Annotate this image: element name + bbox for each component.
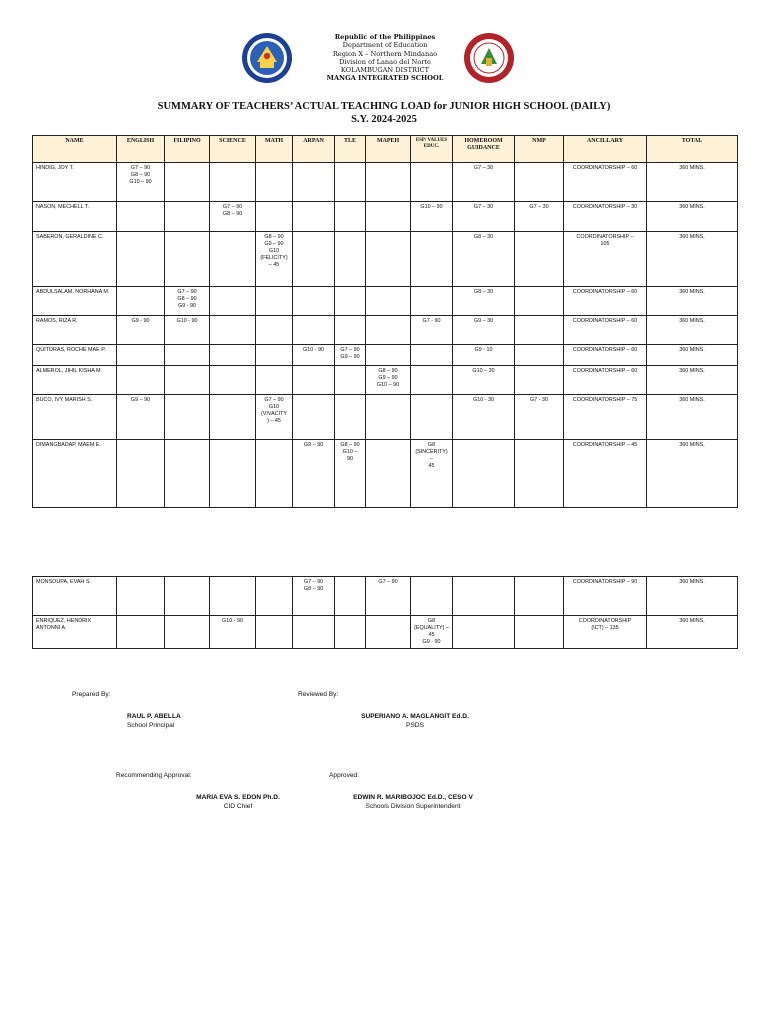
agency-header [300,33,470,83]
approved-label: Approved: [329,772,360,779]
load-cell [366,316,411,345]
load-cell [165,616,210,649]
load-cell: G9 - 90 [117,316,165,345]
table-row [33,287,738,316]
load-cell [366,395,411,440]
load-cell: 360 MINS. [647,316,738,345]
load-cell: G8 – 30 [453,287,515,316]
col-header: ANCILLARY [564,136,647,163]
school-name: MANGA INTEGRATED SCHOOL [326,74,444,83]
load-cell [117,287,165,316]
load-cell: G8 – 90 G10 – 90 [335,440,366,508]
teacher-name-cell: QUITORAS, ROCHE MAE P. [33,345,117,366]
load-cell: G8 – 30 [453,232,515,287]
header-line: Department of Education [342,41,428,50]
load-cell [515,287,564,316]
load-cell: G7 - 90 [411,316,453,345]
load-cell: 360 MINS. [647,440,738,508]
header-line: Division of Lanao del Norte [339,57,431,66]
load-cell [515,163,564,202]
load-cell [165,440,210,508]
title-line-2: S.Y. 2024-2025 [351,114,417,125]
load-cell: COORDINATORSHIP – 60 [564,366,647,395]
load-cell [293,616,335,649]
load-cell [366,163,411,202]
load-cell [366,287,411,316]
col-header: SCIENCE [210,136,256,163]
load-cell: G7 – 90 G8 – 90 G10 – 90 [117,163,165,202]
load-cell [366,345,411,366]
col-header: NMP [515,136,564,163]
load-cell: G7 – 90 G8 – 90 [210,202,256,232]
teaching-load-table-continued [32,576,738,649]
load-cell [256,163,293,202]
col-header: TOTAL [647,136,738,163]
teacher-name-cell: SABERON, GERALDINE C. [33,232,117,287]
load-cell [256,202,293,232]
load-cell: G10 – 30 [453,366,515,395]
load-cell [293,232,335,287]
load-cell: G10 - 90 [210,616,256,649]
load-cell [117,366,165,395]
load-cell [366,616,411,649]
load-cell [117,616,165,649]
load-cell [117,440,165,508]
load-cell: 360 MINS. [647,287,738,316]
load-cell [165,395,210,440]
load-cell [453,440,515,508]
load-cell: COORDINATORSHIP – 45 [564,440,647,508]
load-cell: 360 MINS. [647,366,738,395]
load-cell: G7 – 90 G10 (VIVACITY ) – 45 [256,395,293,440]
load-cell: G9 – 30 [453,316,515,345]
teacher-name-cell: HINDIG, JOY T. [33,163,117,202]
teacher-name-cell: BUCO, IVY MARISH S. [33,395,117,440]
load-cell: COORDINATORSHIP – 30 [564,202,647,232]
load-cell: 360 MINS. [647,345,738,366]
load-cell [256,316,293,345]
teacher-name-cell: DIMANGBADAP, MAEM E. [33,440,117,508]
load-cell [165,232,210,287]
load-cell [515,366,564,395]
load-cell [335,163,366,202]
load-cell [117,577,165,616]
load-cell: G7 – 90 G8 – 90 [293,577,335,616]
load-cell [453,577,515,616]
load-cell: G8 – 90 G9 – 90 G10 (FELICITY) – 45 [256,232,293,287]
load-cell [515,440,564,508]
load-cell [515,577,564,616]
load-cell [293,163,335,202]
load-cell [335,616,366,649]
reviewed-by-label: Reviewed By: [298,691,339,698]
load-cell: 360 MINS. [647,395,738,440]
load-cell [515,345,564,366]
load-cell: G8 – 90 G9 – 90 G10 – 90 [366,366,411,395]
load-cell [165,577,210,616]
col-header: TLE [335,136,366,163]
prepared-by-name: RAUL P. ABELLA [127,713,181,720]
load-cell: G10 - 90 [165,316,210,345]
load-cell [293,316,335,345]
load-cell: G9 – 90 [117,395,165,440]
load-cell: G7 – 90 G9 – 90 [335,345,366,366]
load-cell: G7 – 90 [366,577,411,616]
deped-seal-icon [241,32,293,84]
load-cell [335,577,366,616]
load-cell [335,232,366,287]
load-cell: G7 – 30 [453,202,515,232]
load-cell [293,366,335,395]
load-cell [335,287,366,316]
load-cell: G7 – 30 [453,163,515,202]
table-row [33,232,738,287]
prepared-by-title: School Principal [127,722,175,729]
load-cell [453,616,515,649]
reviewed-by-name: SUPERIANO A. MAGLANGIT Ed.D. [361,713,469,720]
load-cell: 360 MINS. [647,232,738,287]
load-cell [515,616,564,649]
recommending-approval-label: Recommending Approval: [116,772,192,779]
load-cell: G10 – 90 [411,202,453,232]
load-cell [293,202,335,232]
load-cell [165,366,210,395]
load-cell [411,163,453,202]
load-cell: COORDINATORSHIP – 105 [564,232,647,287]
col-header: ARPAN [293,136,335,163]
load-cell [165,345,210,366]
load-cell [335,395,366,440]
load-cell: G10 - 30 [453,395,515,440]
table-row [33,440,738,508]
load-cell [210,366,256,395]
recommending-name: MARIA EVA S. EDON Ph.D. [196,794,280,801]
load-cell [366,202,411,232]
teacher-name-cell: RAMOS, RIZA R. [33,316,117,345]
load-cell [256,287,293,316]
col-header: FILIPINO [165,136,210,163]
load-cell: G10 - 90 [293,345,335,366]
approved-name: EDWIN R. MARIBOJOC Ed.D., CESO V [353,794,473,801]
load-cell [335,366,366,395]
recommending-title: CID Chief [223,803,253,810]
load-cell: COORDINATORSHIP – 60 [564,316,647,345]
reviewed-by-title: PSDS [406,722,424,729]
load-cell [366,232,411,287]
load-cell: G7 – 30 [515,202,564,232]
load-cell [210,345,256,366]
teacher-name-cell: ABDULSALAM, NORHANA M. [33,287,117,316]
load-cell: COORDINATORSHIP – 75 [564,395,647,440]
load-cell: COORDINATORSHIP – 60 [564,345,647,366]
load-cell [335,202,366,232]
table-row [33,202,738,232]
load-cell [366,440,411,508]
load-cell [117,232,165,287]
teaching-load-table [32,135,738,508]
load-cell: G7 - 30 [515,395,564,440]
load-cell: G9 - 10 [453,345,515,366]
load-cell [210,287,256,316]
table-header-row [33,136,738,163]
load-cell: 360 MINS. [647,616,738,649]
title-line-1: SUMMARY OF TEACHERS’ ACTUAL TEACHING LOAD for JUNIOR HIGH SCHOOL (DAILY) [157,101,611,112]
table-row [33,366,738,395]
load-cell [117,202,165,232]
load-cell: 360 MINS. [647,577,738,616]
load-cell [117,345,165,366]
table-row [33,577,738,616]
load-cell [210,232,256,287]
load-cell [256,577,293,616]
col-header: ESP/ VALUES EDUC. [411,136,453,163]
prepared-by-label: Prepared By: [72,691,111,698]
col-header: HOMEROOM GUIDANCE [453,136,515,163]
load-cell [165,163,210,202]
load-cell [411,232,453,287]
school-seal-icon [463,32,515,84]
header-line: Region X – Northern Mindanao [332,49,438,58]
approved-title: Schools Division Superintendent [365,803,461,810]
load-cell [256,345,293,366]
table-row [33,345,738,366]
header-line: KOLAMBUGAN DISTRICT [340,66,430,75]
load-cell [411,366,453,395]
teacher-name-cell: ENRIQUEZ, HENDRIX ANTONNI A. [33,616,117,649]
load-cell [210,163,256,202]
load-cell: 360 MINS. [647,202,738,232]
load-cell [335,316,366,345]
col-header: MAPEH [366,136,411,163]
load-cell: G9 – 90 [293,440,335,508]
load-cell [411,395,453,440]
header-line: Republic of the Philippines [334,33,436,41]
load-cell [293,395,335,440]
load-cell: G8 (EQUALITY) – 45 G9 - 90 [411,616,453,649]
load-cell: COORDINATORSHIP (ICT) – 135 [564,616,647,649]
load-cell: G8 (SINCERITY) – 45 [411,440,453,508]
load-cell [293,287,335,316]
table-row [33,395,738,440]
load-cell [515,316,564,345]
load-cell [256,366,293,395]
load-cell [256,440,293,508]
load-cell [165,202,210,232]
load-cell [210,577,256,616]
load-cell: COORDINATORSHIP – 60 [564,287,647,316]
load-cell [411,287,453,316]
load-cell: COORDINATORSHIP – 60 [564,163,647,202]
load-cell [256,616,293,649]
table-row [33,616,738,649]
document-title [0,100,768,126]
teacher-name-cell: MONSOUPA, EVAH S. [33,577,117,616]
load-cell [411,345,453,366]
table-row [33,163,738,202]
load-cell [411,577,453,616]
col-header: NAME [33,136,117,163]
teacher-name-cell: ALMEROL, JIHIL KISHA M. [33,366,117,395]
load-cell [210,316,256,345]
load-cell: COORDINATORSHIP – 90 [564,577,647,616]
load-cell [210,395,256,440]
teacher-name-cell: NASON, MECHELL T. [33,202,117,232]
load-cell: 360 MINS. [647,163,738,202]
load-cell [515,232,564,287]
load-cell [210,440,256,508]
load-cell: G7 – 90 G8 – 90 G9 - 90 [165,287,210,316]
col-header: ENGLISH [117,136,165,163]
table-row [33,316,738,345]
col-header: MATH [256,136,293,163]
